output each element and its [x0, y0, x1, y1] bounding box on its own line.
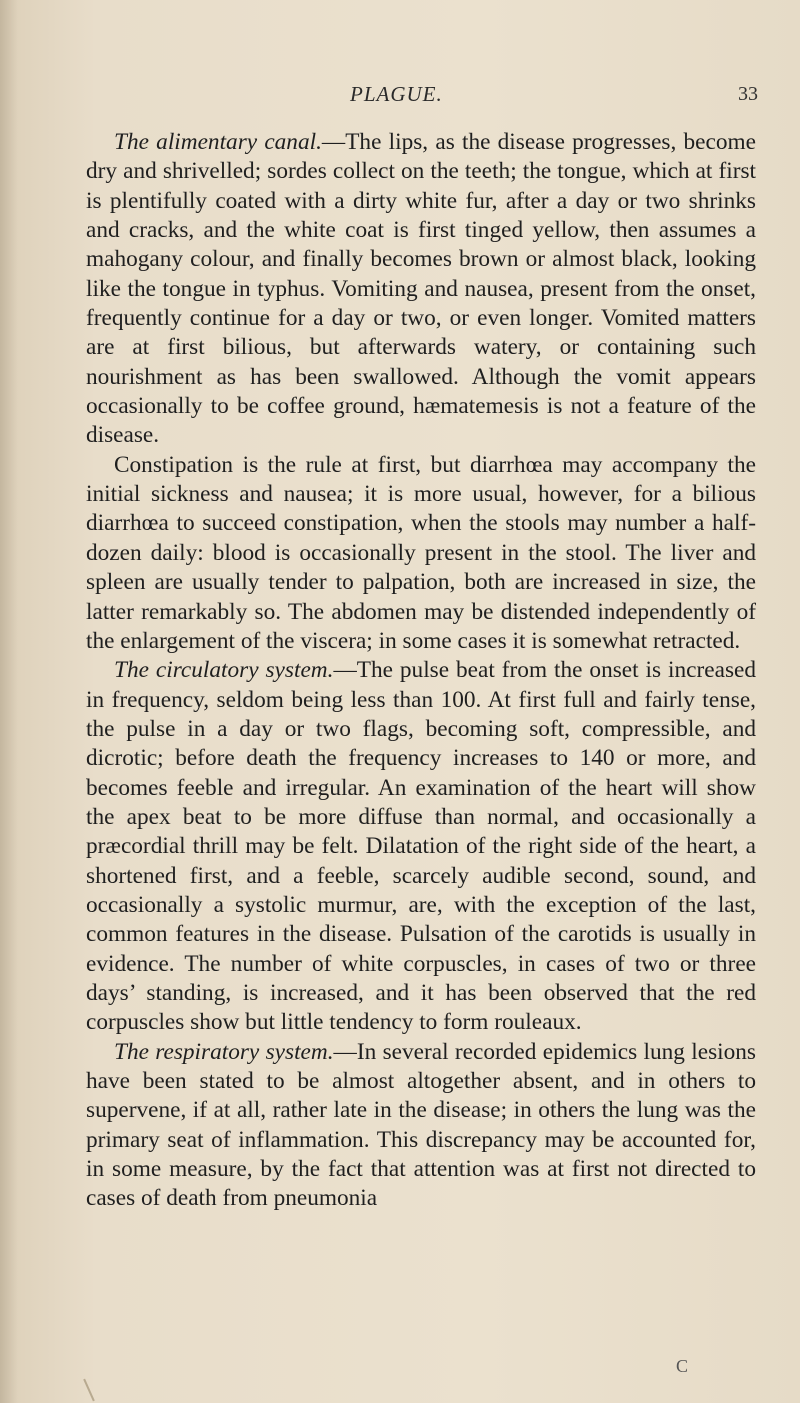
paragraph-respiratory-system [86, 1038, 756, 1214]
section-heading-respiratory-system: The respiratory system. [114, 1038, 334, 1065]
paragraph-text: Constipation is the rule at first, but diarrhœa may accompany the initial sickness and nausea; it is more usual, however, for a bilious diarrhœa to succeed constipation, when the stools may number a half-dozen daily: blood is occasionally present in the stool. The liver and spleen are usually tender to palpation, both are increased in size, the latter remarkably so. The abdomen may be distended independently of the enlargement of the viscera; in some cases it is somewhat retracted. [86, 451, 756, 654]
page-edge-shadow [0, 0, 18, 1403]
paragraph-alimentary-canal [86, 128, 756, 451]
paragraph-text: —The lips, as the disease progresses, become dry and shrivelled; sordes collect on the teeth; the tongue, which at first is plentifully coated with a dirty white fur, after a day or two shrinks and cracks, and the white coat is first tinged yellow, then assumes a mahogany colour, and finally becomes brown or almost black, looking like the tongue in typhus. Vomiting and nausea, present from the onset, frequently continue for a day or two, or even longer. Vomited matters are at first bilious, but afterwards watery, or containing such nourishment as has been swallowed. Although the vomit appears occasionally to be coffee ground, hæmatemesis is not a feature of the disease. [86, 129, 756, 449]
section-heading-circulatory-system: The circulatory system. [114, 657, 334, 684]
paragraph-constipation [86, 451, 756, 656]
stray-mark [83, 1379, 95, 1402]
running-head [0, 82, 800, 112]
body-text [86, 128, 756, 1214]
section-heading-alimentary-canal: The alimentary canal. [114, 129, 322, 155]
running-title: PLAGUE. [350, 82, 443, 106]
page-number: 33 [738, 83, 758, 105]
paragraph-text: —The pulse beat from the onset is increased in frequency, seldom being less than 100. At first full and fairly tense, the pulse in a day or two flags, becoming soft, compressible, and dicrotic; before death the frequency increases to 140 or more, and becomes feeble and irregular. An examination of the heart will show the apex beat to be more diffuse than normal, and occasionally a præcordial thrill may be felt. Dilatation of the right side of the heart, a shortened first, and a feeble, scarcely audible second, sound, and occasionally a systolic murmur, are, with the exception of the last, common features in the disease. Pulsation of the carotids is usually in evidence. The number of white corpuscles, in cases of two or three days’ standing, is increased, and it has been observed that the red corpuscles show but little tendency to form rouleaux. [86, 657, 756, 1036]
paragraph-circulatory-system [86, 656, 756, 1037]
paragraph-text: —In several recorded epidemics lung lesions have been stated to be almost altogether absent, and in others to supervene, if at all, rather late in the disease; in others the lung was the primary seat of inflammation. This discrepancy may be accounted for, in some measure, by the fact that attention was at first not directed to cases of death from pneumonia [86, 1038, 757, 1212]
signature-mark: C [676, 1356, 689, 1376]
